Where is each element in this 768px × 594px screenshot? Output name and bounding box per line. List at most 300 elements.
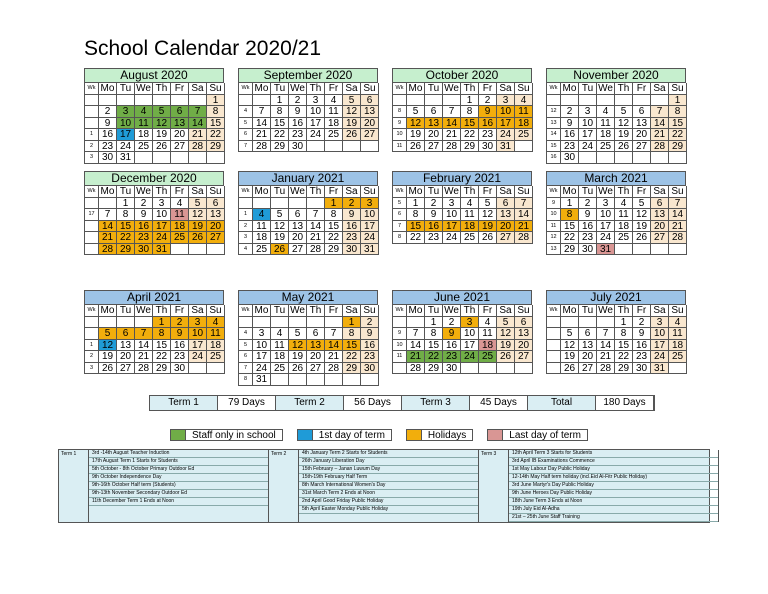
day-cell: 16 — [479, 118, 497, 130]
week-number: 15 — [547, 141, 561, 153]
week-number — [85, 198, 99, 210]
day-cell: 20 — [307, 351, 325, 363]
day-cell: 21 — [651, 129, 669, 141]
day-cell: 6 — [651, 198, 669, 210]
day-cell: 24 — [117, 141, 135, 153]
day-cell: 30 — [289, 141, 307, 153]
day-cell: 20 — [579, 351, 597, 363]
empty-cell — [343, 141, 361, 153]
day-cell: 8 — [615, 328, 633, 340]
day-cell: 25 — [461, 232, 479, 244]
day-cell: 28 — [189, 141, 207, 153]
week-number: 7 — [239, 141, 253, 153]
day-cell: 6 — [117, 328, 135, 340]
month-title: February 2021 — [392, 171, 532, 186]
day-cell: 1 — [153, 317, 171, 329]
day-header: Su — [207, 305, 225, 317]
day-cell: 14 — [135, 340, 153, 352]
day-cell: 10 — [651, 328, 669, 340]
week-number: 6 — [393, 209, 407, 221]
empty-cell — [325, 141, 343, 153]
week-header: Wk — [547, 186, 561, 198]
week-number: 8 — [393, 232, 407, 244]
term-days-summary — [149, 395, 655, 411]
month-days-grid — [238, 83, 378, 152]
day-cell: 8 — [669, 106, 687, 118]
legend-swatch — [406, 429, 422, 441]
day-cell: 28 — [307, 244, 325, 256]
day-cell: 24 — [153, 232, 171, 244]
day-cell: 10 — [579, 118, 597, 130]
day-header: Fr — [171, 186, 189, 198]
page-title: School Calendar 2020/21 — [84, 37, 322, 60]
day-cell: 20 — [425, 129, 443, 141]
day-cell: 10 — [443, 209, 461, 221]
day-cell: 10 — [117, 118, 135, 130]
day-cell: 28 — [99, 244, 117, 256]
day-header: Su — [207, 83, 225, 95]
day-cell: 6 — [633, 106, 651, 118]
day-cell: 25 — [207, 351, 225, 363]
day-cell: 18 — [461, 221, 479, 233]
day-cell: 26 — [343, 129, 361, 141]
day-cell: 25 — [615, 232, 633, 244]
empty-cell — [669, 244, 687, 256]
week-number: 13 — [547, 244, 561, 256]
day-cell: 27 — [651, 232, 669, 244]
event-item: 9th-16th October Half term (Students) — [89, 482, 268, 490]
day-cell: 25 — [253, 244, 271, 256]
day-cell: 23 — [479, 129, 497, 141]
day-header: We — [135, 305, 153, 317]
day-cell: 18 — [479, 340, 497, 352]
day-cell: 31 — [361, 244, 379, 256]
day-cell: 13 — [171, 118, 189, 130]
day-cell: 7 — [669, 198, 687, 210]
day-cell: 25 — [325, 129, 343, 141]
week-header: Wk — [239, 186, 253, 198]
day-cell: 5 — [497, 317, 515, 329]
event-item: 12th April Term 3 Starts for Students — [509, 450, 718, 458]
day-header: We — [289, 83, 307, 95]
month-11 — [546, 290, 686, 374]
empty-cell — [461, 363, 479, 375]
empty-cell — [171, 95, 189, 107]
week-number: 10 — [393, 129, 407, 141]
day-cell: 15 — [117, 221, 135, 233]
week-number — [85, 221, 99, 233]
day-cell: 29 — [669, 141, 687, 153]
day-cell: 25 — [271, 363, 289, 375]
empty-cell — [361, 374, 379, 386]
day-cell: 7 — [651, 106, 669, 118]
day-cell: 22 — [425, 351, 443, 363]
day-cell: 9 — [633, 328, 651, 340]
empty-cell — [343, 374, 361, 386]
day-cell: 4 — [325, 95, 343, 107]
month-days-grid — [392, 305, 532, 374]
day-cell: 20 — [633, 129, 651, 141]
empty-cell — [289, 198, 307, 210]
day-header: Th — [461, 186, 479, 198]
day-header: Fr — [479, 305, 497, 317]
day-cell: 26 — [189, 232, 207, 244]
empty-cell — [253, 95, 271, 107]
empty-cell — [207, 152, 225, 164]
day-cell: 25 — [171, 232, 189, 244]
day-header: Tu — [425, 305, 443, 317]
empty-cell — [271, 374, 289, 386]
month-days-grid — [238, 186, 378, 255]
day-cell: 13 — [289, 221, 307, 233]
day-cell: 6 — [207, 198, 225, 210]
legend-label: 1st day of term — [313, 429, 392, 441]
day-cell: 24 — [361, 232, 379, 244]
day-cell: 22 — [153, 351, 171, 363]
day-cell: 29 — [207, 141, 225, 153]
day-cell: 17 — [253, 351, 271, 363]
day-cell: 22 — [325, 232, 343, 244]
day-cell: 28 — [253, 141, 271, 153]
week-header: Wk — [547, 83, 561, 95]
empty-cell — [307, 374, 325, 386]
day-cell: 2 — [479, 95, 497, 107]
day-cell: 24 — [253, 363, 271, 375]
day-header: Tu — [425, 83, 443, 95]
day-cell: 16 — [343, 221, 361, 233]
day-cell: 6 — [425, 106, 443, 118]
day-cell: 1 — [207, 95, 225, 107]
week-number — [85, 106, 99, 118]
day-cell: 5 — [271, 209, 289, 221]
day-cell: 29 — [325, 244, 343, 256]
week-number — [85, 244, 99, 256]
day-cell: 19 — [153, 129, 171, 141]
day-cell: 13 — [497, 209, 515, 221]
day-cell: 5 — [615, 106, 633, 118]
day-cell: 7 — [189, 106, 207, 118]
day-cell: 27 — [171, 141, 189, 153]
empty-cell — [253, 317, 271, 329]
day-header: Fr — [479, 83, 497, 95]
day-header: Su — [669, 186, 687, 198]
day-cell: 2 — [579, 198, 597, 210]
day-cell: 20 — [651, 221, 669, 233]
day-cell: 8 — [561, 209, 579, 221]
day-cell: 3 — [117, 106, 135, 118]
day-cell: 6 — [579, 328, 597, 340]
week-number: 9 — [393, 328, 407, 340]
day-cell: 13 — [515, 328, 533, 340]
event-item: 3rd April IB Examinations Commence — [509, 458, 718, 466]
day-cell: 29 — [117, 244, 135, 256]
day-cell: 15 — [615, 340, 633, 352]
term-label: Total — [528, 396, 596, 410]
day-cell: 6 — [307, 328, 325, 340]
day-cell: 22 — [561, 232, 579, 244]
week-header: Wk — [85, 83, 99, 95]
day-cell: 8 — [461, 106, 479, 118]
day-cell: 24 — [307, 129, 325, 141]
empty-cell — [117, 95, 135, 107]
event-item: 19th July Eid Al-Adha — [509, 506, 718, 514]
week-number: 4 — [239, 244, 253, 256]
day-cell: 26 — [99, 363, 117, 375]
week-number — [239, 95, 253, 107]
day-cell: 17 — [361, 221, 379, 233]
week-number — [85, 232, 99, 244]
day-cell: 17 — [189, 340, 207, 352]
day-cell: 8 — [271, 106, 289, 118]
day-cell: 8 — [325, 209, 343, 221]
month-title: January 2021 — [238, 171, 378, 186]
term-label: Term 3 — [402, 396, 470, 410]
day-cell: 15 — [271, 118, 289, 130]
day-cell: 7 — [99, 209, 117, 221]
day-cell: 13 — [207, 209, 225, 221]
week-number — [393, 95, 407, 107]
day-cell: 8 — [425, 328, 443, 340]
day-cell: 10 — [597, 209, 615, 221]
day-cell: 2 — [561, 106, 579, 118]
day-cell: 4 — [171, 198, 189, 210]
event-item: 9th-13th November Secondary Outdoor Ed — [89, 490, 268, 498]
day-cell: 19 — [479, 221, 497, 233]
week-number: 2 — [239, 221, 253, 233]
day-cell: 24 — [461, 351, 479, 363]
day-cell: 26 — [271, 244, 289, 256]
month-title: October 2020 — [392, 68, 532, 83]
day-cell: 11 — [135, 118, 153, 130]
day-cell: 19 — [289, 351, 307, 363]
day-cell: 30 — [561, 152, 579, 164]
day-cell: 22 — [207, 129, 225, 141]
day-cell: 29 — [343, 363, 361, 375]
day-cell: 23 — [425, 232, 443, 244]
day-cell: 21 — [307, 232, 325, 244]
day-cell: 13 — [633, 118, 651, 130]
week-header: Wk — [393, 186, 407, 198]
empty-cell — [579, 317, 597, 329]
day-cell: 18 — [515, 118, 533, 130]
day-cell: 15 — [207, 118, 225, 130]
month-days-grid — [392, 186, 532, 244]
day-cell: 17 — [461, 340, 479, 352]
week-number — [85, 118, 99, 130]
day-cell: 10 — [307, 106, 325, 118]
week-number — [239, 317, 253, 329]
week-number — [85, 95, 99, 107]
day-header: Fr — [171, 83, 189, 95]
day-cell: 27 — [307, 363, 325, 375]
month-days-grid — [84, 186, 224, 255]
day-cell: 15 — [461, 118, 479, 130]
day-cell: 9 — [361, 328, 379, 340]
day-cell: 2 — [425, 198, 443, 210]
empty-cell — [597, 317, 615, 329]
empty-cell — [99, 198, 117, 210]
day-cell: 7 — [515, 198, 533, 210]
day-cell: 26 — [497, 351, 515, 363]
day-cell: 10 — [497, 106, 515, 118]
month-days-grid — [546, 83, 686, 164]
day-header: Mo — [561, 305, 579, 317]
empty-cell — [561, 317, 579, 329]
day-header: Sa — [651, 186, 669, 198]
event-item: 11th December Term 1 Ends at Noon — [89, 498, 268, 506]
week-number: 1 — [85, 340, 99, 352]
day-cell: 13 — [307, 340, 325, 352]
week-number — [547, 328, 561, 340]
day-header: We — [597, 83, 615, 95]
legend-label: Last day of term — [503, 429, 588, 441]
day-cell: 26 — [561, 363, 579, 375]
day-header: Mo — [561, 83, 579, 95]
day-cell: 28 — [651, 141, 669, 153]
day-cell: 12 — [479, 209, 497, 221]
day-header: Mo — [99, 305, 117, 317]
day-cell: 20 — [117, 351, 135, 363]
empty-cell — [135, 317, 153, 329]
day-cell: 2 — [633, 317, 651, 329]
day-cell: 23 — [633, 351, 651, 363]
week-number: 16 — [547, 152, 561, 164]
empty-cell — [189, 152, 207, 164]
day-cell: 11 — [615, 209, 633, 221]
day-header: Sa — [189, 186, 207, 198]
week-number: 4 — [239, 106, 253, 118]
empty-cell — [669, 152, 687, 164]
empty-cell — [99, 317, 117, 329]
day-cell: 25 — [479, 351, 497, 363]
day-cell: 24 — [497, 129, 515, 141]
day-cell: 4 — [253, 209, 271, 221]
day-cell: 25 — [515, 129, 533, 141]
day-cell: 16 — [425, 221, 443, 233]
day-cell: 4 — [207, 317, 225, 329]
day-cell: 4 — [461, 198, 479, 210]
day-cell: 18 — [597, 129, 615, 141]
empty-cell — [579, 95, 597, 107]
day-cell: 3 — [579, 106, 597, 118]
day-cell: 1 — [343, 317, 361, 329]
week-number: 2 — [85, 351, 99, 363]
day-cell: 16 — [561, 129, 579, 141]
month-title: July 2021 — [546, 290, 686, 305]
empty-cell — [615, 244, 633, 256]
empty-cell — [153, 95, 171, 107]
day-cell: 5 — [343, 95, 361, 107]
empty-cell — [633, 244, 651, 256]
month-days-grid — [238, 305, 378, 386]
day-cell: 5 — [479, 198, 497, 210]
day-header: Fr — [633, 186, 651, 198]
day-header: Su — [207, 186, 225, 198]
day-header: Tu — [117, 83, 135, 95]
day-cell: 11 — [271, 340, 289, 352]
day-cell: 3 — [651, 317, 669, 329]
day-cell: 21 — [135, 351, 153, 363]
day-cell: 8 — [207, 106, 225, 118]
week-number: 4 — [239, 328, 253, 340]
day-cell: 8 — [343, 328, 361, 340]
empty-cell — [189, 363, 207, 375]
day-header: Th — [153, 186, 171, 198]
empty-cell — [515, 141, 533, 153]
day-cell: 18 — [171, 221, 189, 233]
day-cell: 12 — [99, 340, 117, 352]
day-cell: 26 — [289, 363, 307, 375]
term-events-column — [479, 450, 719, 522]
day-cell: 5 — [99, 328, 117, 340]
day-cell: 23 — [443, 351, 461, 363]
day-cell: 23 — [99, 141, 117, 153]
month-7 — [546, 171, 686, 255]
day-cell: 15 — [407, 221, 425, 233]
day-header: Sa — [343, 305, 361, 317]
day-cell: 22 — [117, 232, 135, 244]
week-number: 9 — [393, 118, 407, 130]
day-cell: 2 — [171, 317, 189, 329]
day-header: We — [289, 305, 307, 317]
day-cell: 21 — [99, 232, 117, 244]
week-number: 3 — [85, 363, 99, 375]
day-header: Sa — [189, 305, 207, 317]
day-cell: 4 — [515, 95, 533, 107]
term-label: Term 1 — [150, 396, 218, 410]
day-header: We — [135, 83, 153, 95]
day-header: Su — [515, 186, 533, 198]
term-days: 79 Days — [218, 396, 276, 410]
day-cell: 9 — [425, 209, 443, 221]
day-header: Mo — [99, 83, 117, 95]
month-8 — [84, 290, 224, 374]
empty-cell — [407, 95, 425, 107]
day-cell: 31 — [597, 244, 615, 256]
day-cell: 1 — [325, 198, 343, 210]
event-item: 12-14th May Half term holiday (incl.Eid Al-Fitr Public Holiday) — [509, 474, 718, 482]
month-title: August 2020 — [84, 68, 224, 83]
month-2 — [392, 68, 532, 152]
day-header: Su — [515, 305, 533, 317]
event-item: 26th January Liberation Day — [299, 458, 478, 466]
empty-cell — [633, 152, 651, 164]
day-cell: 19 — [189, 221, 207, 233]
empty-cell — [579, 152, 597, 164]
day-header: Fr — [325, 305, 343, 317]
day-cell: 12 — [271, 221, 289, 233]
day-cell: 7 — [443, 106, 461, 118]
week-number: 11 — [393, 351, 407, 363]
day-cell: 24 — [597, 232, 615, 244]
day-header: Fr — [633, 83, 651, 95]
day-cell: 16 — [135, 221, 153, 233]
day-cell: 4 — [669, 317, 687, 329]
day-cell: 16 — [289, 118, 307, 130]
day-cell: 30 — [171, 363, 189, 375]
month-title: May 2021 — [238, 290, 378, 305]
day-cell: 10 — [153, 209, 171, 221]
day-cell: 30 — [579, 244, 597, 256]
term-events-column — [59, 450, 269, 522]
day-cell: 21 — [597, 351, 615, 363]
day-cell: 7 — [135, 328, 153, 340]
empty-cell — [171, 244, 189, 256]
week-number: 8 — [239, 374, 253, 386]
day-cell: 24 — [189, 351, 207, 363]
day-cell: 6 — [497, 198, 515, 210]
legend-swatch — [170, 429, 186, 441]
